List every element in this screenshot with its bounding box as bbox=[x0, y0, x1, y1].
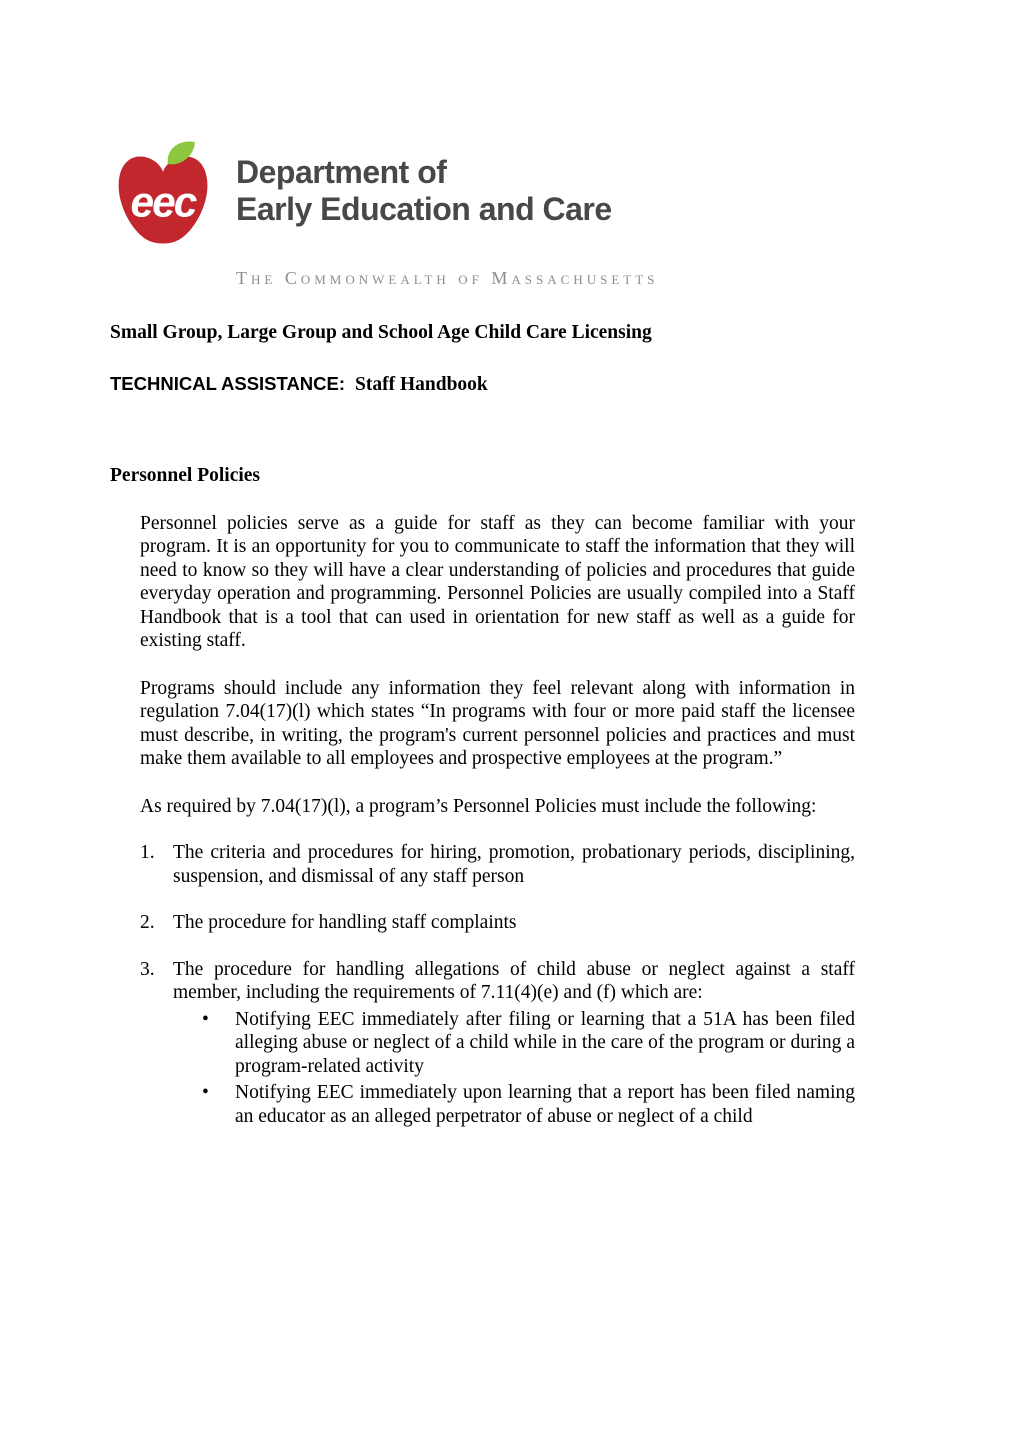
list-item-1-marker: 1. bbox=[140, 842, 155, 863]
list-item-1-text: The criteria and procedures for hiring, promotion, probationary periods, disciplining, suspension, and dismissal of any staff person bbox=[173, 842, 855, 887]
bullet-item-2 bbox=[202, 1081, 855, 1128]
document-title: Small Group, Large Group and School Age Child Care Licensing bbox=[110, 322, 652, 343]
department-name-line2: Early Education and Care bbox=[236, 191, 612, 227]
list-item-1 bbox=[140, 841, 855, 888]
technical-assistance-label: TECHNICAL ASSISTANCE: bbox=[110, 372, 346, 394]
list-item-3-text: The procedure for handling allegations of child abuse or neglect against a staff member, including the requirements of 7.11(4)(e) and (f) which are: bbox=[173, 958, 855, 1003]
list-item-2-text: The procedure for handling staff complaints bbox=[173, 912, 517, 933]
department-name bbox=[236, 138, 612, 228]
commonwealth-tagline: The Commonwealth of Massachusetts bbox=[236, 268, 659, 288]
list-item-2 bbox=[140, 911, 855, 935]
personnel-policies-list bbox=[140, 841, 855, 1128]
list-item-3-sub-bullets bbox=[202, 1008, 855, 1129]
logo-eec-text: eec bbox=[130, 178, 196, 226]
list-item-2-marker: 2. bbox=[140, 912, 155, 933]
section-heading-personnel-policies: Personnel Policies bbox=[110, 465, 261, 486]
department-name-line1: Department of bbox=[236, 154, 447, 190]
bullet-icon: • bbox=[202, 1008, 209, 1030]
eec-logo bbox=[110, 138, 855, 256]
list-item-3-marker: 3. bbox=[140, 958, 155, 980]
bullet-item-1-text: Notifying EEC immediately after filing or learning that a 51A has been filed alleging abuse or neglect of a child while in the care of the program or during a program-related activity bbox=[235, 1008, 855, 1077]
technical-assistance-subject: Staff Handbook bbox=[355, 373, 488, 395]
bullet-item-1 bbox=[202, 1008, 855, 1079]
eec-apple-logo-icon bbox=[110, 138, 216, 256]
bullet-icon: • bbox=[202, 1082, 209, 1103]
bullet-item-2-text: Notifying EEC immediately upon learning that a report has been filed naming an educator as an alleged perpetrator of abuse or neglect of a child bbox=[235, 1082, 855, 1127]
paragraph-required-following: As required by 7.04(17)(l), a program’s Personnel Policies must include the following: bbox=[140, 795, 817, 817]
list-item-3 bbox=[140, 958, 855, 1005]
paragraph-regulation-704-17-l: Programs should include any information they feel relevant along with information in regulation 7.04(17)(l) which states “In programs with four or more paid staff the licensee must describe, in writing, the program's current personnel policies and practices and must make them available to all employees and prospective employees at the program.” bbox=[140, 677, 855, 769]
paragraph-personnel-policies-intro: Personnel policies serve as a guide for staff as they can become familiar with your program. It is an opportunity for you to communicate to staff the information that they will need to know so they will have a clear understanding of policies and procedures that guide everyday operation and programming. Personnel Policies are usually compiled into a Staff Handbook that is a tool that can used in orientation for new staff as well as a guide for existing staff. bbox=[140, 512, 855, 651]
technical-assistance-heading bbox=[110, 372, 855, 397]
